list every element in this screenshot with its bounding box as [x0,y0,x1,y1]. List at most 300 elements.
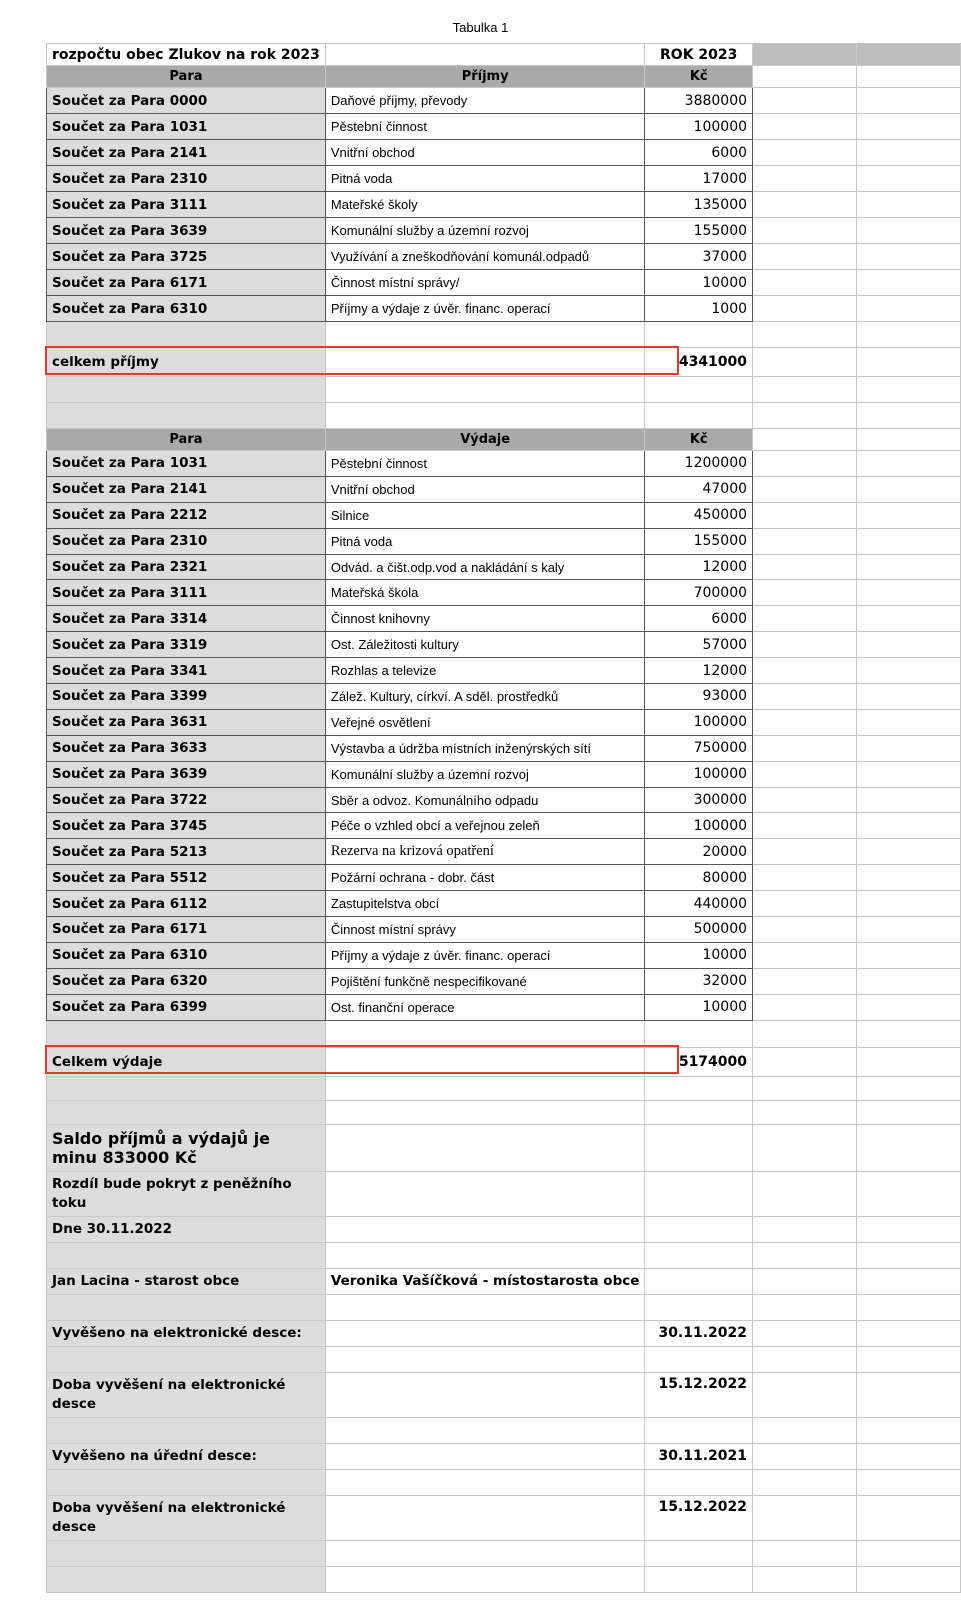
blank-cell[interactable] [753,839,857,865]
blank-cell[interactable] [645,1124,753,1171]
blank-cell[interactable] [645,403,753,429]
blank-cell[interactable] [857,917,961,943]
blank-cell[interactable] [857,1216,961,1242]
blank-cell[interactable] [753,813,857,839]
item-name[interactable]: Daňové příjmy, převody [325,88,645,114]
blank-cell[interactable] [325,322,645,348]
blank-cell[interactable] [753,735,857,761]
blank-cell[interactable] [47,322,326,348]
para-label[interactable]: Součet za Para 6399 [47,994,326,1020]
blank-cell[interactable] [325,1100,645,1124]
amount-value[interactable]: 500000 [645,917,753,943]
para-label[interactable]: Součet za Para 6310 [47,296,326,322]
blank-cell[interactable] [753,658,857,684]
para-label[interactable]: Součet za Para 2321 [47,554,326,580]
blank-cell[interactable] [325,1372,645,1417]
blank-cell[interactable] [857,787,961,813]
item-name[interactable]: Pěstební činnost [325,114,645,140]
item-name[interactable]: Péče o vzhled obcí a veřejnou zeleň [325,813,645,839]
item-name[interactable]: Činnost knihovny [325,606,645,632]
blank-cell[interactable] [753,192,857,218]
item-name[interactable]: Zastupitelstva obcí [325,891,645,917]
blank-cell[interactable] [857,66,961,88]
blank-cell[interactable] [753,1076,857,1100]
deputy-name[interactable]: Veronika Vašíčková - místostarosta obce [325,1268,645,1294]
para-label[interactable]: Součet za Para 2212 [47,502,326,528]
income-total-label[interactable]: celkem příjmy [47,348,326,377]
item-name[interactable]: Příjmy a výdaje z úvěr. financ. operací [325,942,645,968]
blank-cell[interactable] [753,1346,857,1372]
blank-cell[interactable] [47,1469,326,1495]
blank-cell[interactable] [753,580,857,606]
amount-value[interactable]: 10000 [645,942,753,968]
table-row [47,140,961,166]
blank-cell[interactable] [753,942,857,968]
blank-cell[interactable] [753,632,857,658]
blank-cell[interactable] [753,917,857,943]
blank-cell[interactable] [753,1216,857,1242]
amount-value[interactable]: 32000 [645,968,753,994]
blank-cell[interactable] [857,244,961,270]
amount-value[interactable]: 10000 [645,270,753,296]
table-row [47,865,961,891]
para-label[interactable]: Součet za Para 3639 [47,218,326,244]
blank-cell[interactable] [857,891,961,917]
blank-cell[interactable] [753,502,857,528]
col-header-expenses[interactable]: Výdaje [325,429,645,451]
blank-cell[interactable] [753,166,857,192]
posted-office-date[interactable]: 30.11.2021 [645,1443,753,1469]
blank-cell[interactable] [857,114,961,140]
blank-cell[interactable] [857,476,961,502]
para-label[interactable]: Součet za Para 3111 [47,192,326,218]
item-name[interactable]: Vnitřní obchod [325,476,645,502]
para-label[interactable]: Součet za Para 3631 [47,709,326,735]
blank-cell[interactable] [753,1124,857,1171]
blank-cell[interactable] [753,451,857,477]
item-name[interactable]: Výstavba a údržba místních inženýrských sítí [325,735,645,761]
blank-cell[interactable] [325,1417,645,1443]
blank-cell[interactable] [753,66,857,88]
blank-cell[interactable] [857,606,961,632]
blank-cell[interactable] [857,761,961,787]
blank-cell[interactable] [645,1469,753,1495]
amount-value[interactable]: 57000 [645,632,753,658]
blank-cell[interactable] [857,554,961,580]
posted-e-label[interactable]: Vyvěšeno na elektronické desce: [47,1320,326,1346]
amount-value[interactable]: 100000 [645,709,753,735]
blank-cell[interactable] [47,1100,326,1124]
blank-cell[interactable] [857,140,961,166]
blank-cell[interactable] [753,114,857,140]
blank-cell[interactable] [857,1495,961,1540]
amount-value[interactable]: 37000 [645,244,753,270]
blank-cell[interactable] [857,839,961,865]
blank-cell[interactable] [47,1020,326,1047]
blank-cell[interactable] [857,1417,961,1443]
item-name[interactable]: Vnitřní obchod [325,140,645,166]
blank-cell[interactable] [753,554,857,580]
para-label[interactable]: Součet za Para 3745 [47,813,326,839]
col-header-income[interactable]: Příjmy [325,66,645,88]
para-label[interactable]: Součet za Para 3639 [47,761,326,787]
blank-cell[interactable] [857,709,961,735]
blank-cell[interactable] [645,1294,753,1320]
blank-cell[interactable] [645,1076,753,1100]
blank-cell[interactable] [753,994,857,1020]
blank-cell[interactable] [857,1469,961,1495]
blank-cell[interactable] [753,528,857,554]
col-header-para[interactable]: Para [47,429,326,451]
blank-cell[interactable] [753,1495,857,1540]
item-name[interactable]: Silnice [325,502,645,528]
item-name[interactable]: Rezerva na krizová opatření [325,839,645,865]
duration-e2-label[interactable]: Doba vyvěšení na elektronické desce [47,1495,326,1540]
amount-value[interactable]: 6000 [645,606,753,632]
para-label[interactable]: Součet za Para 3314 [47,606,326,632]
blank-cell[interactable] [857,1047,961,1076]
blank-cell[interactable] [645,1268,753,1294]
col-header-amount[interactable]: Kč [645,66,753,88]
blank-cell[interactable] [645,322,753,348]
blank-cell[interactable] [857,658,961,684]
blank-cell[interactable] [753,44,857,66]
blank-cell[interactable] [325,1047,645,1076]
blank-cell[interactable] [645,1171,753,1216]
blank-cell[interactable] [645,1216,753,1242]
amount-value[interactable]: 12000 [645,658,753,684]
amount-value[interactable]: 10000 [645,994,753,1020]
expenses-total-amount[interactable]: 5174000 [645,1047,753,1076]
para-label[interactable]: Součet za Para 2141 [47,140,326,166]
blank-cell[interactable] [325,1242,645,1268]
blank-cell[interactable] [645,1540,753,1566]
item-name[interactable]: Využívání a zneškodňování komunál.odpadů [325,244,645,270]
blank-cell[interactable] [325,1020,645,1047]
income-total-amount[interactable]: 4341000 [645,348,753,377]
blank-cell[interactable] [753,296,857,322]
amount-value[interactable]: 440000 [645,891,753,917]
blank-cell[interactable] [47,1294,326,1320]
item-name[interactable]: Požární ochrana - dobr. část [325,865,645,891]
para-label[interactable]: Součet za Para 5512 [47,865,326,891]
blank-cell[interactable] [645,1346,753,1372]
item-name[interactable]: Veřejné osvětlení [325,709,645,735]
empty-row [47,377,961,403]
amount-value[interactable]: 17000 [645,166,753,192]
blank-cell[interactable] [857,1443,961,1469]
year-label[interactable]: ROK 2023 [645,44,753,66]
blank-cell[interactable] [753,1171,857,1216]
para-label[interactable]: Součet za Para 6320 [47,968,326,994]
blank-cell[interactable] [857,1268,961,1294]
table-row [47,761,961,787]
blank-cell[interactable] [753,968,857,994]
blank-cell[interactable] [325,44,645,66]
blank-cell[interactable] [753,1047,857,1076]
blank-cell[interactable] [753,1294,857,1320]
blank-cell[interactable] [325,1320,645,1346]
blank-cell[interactable] [645,377,753,403]
blank-cell[interactable] [857,528,961,554]
blank-cell[interactable] [857,1242,961,1268]
col-header-para[interactable]: Para [47,66,326,88]
coverage-text[interactable]: Rozdíl bude pokryt z peněžního toku [47,1171,326,1216]
para-label[interactable]: Součet za Para 1031 [47,114,326,140]
para-label[interactable]: Součet za Para 5213 [47,839,326,865]
blank-cell[interactable] [753,322,857,348]
empty-row [47,322,961,348]
blank-cell[interactable] [857,44,961,66]
amount-value[interactable]: 6000 [645,140,753,166]
blank-cell[interactable] [325,377,645,403]
blank-cell[interactable] [325,1346,645,1372]
blank-cell[interactable] [857,942,961,968]
amount-value[interactable]: 20000 [645,839,753,865]
para-label[interactable]: Součet za Para 3399 [47,684,326,710]
blank-cell[interactable] [857,735,961,761]
blank-cell[interactable] [645,1020,753,1047]
blank-cell[interactable] [857,348,961,377]
item-name[interactable]: Mateřská škola [325,580,645,606]
para-label[interactable]: Součet za Para 3319 [47,632,326,658]
blank-cell[interactable] [753,476,857,502]
blank-cell[interactable] [325,1566,645,1592]
blank-cell[interactable] [753,1020,857,1047]
blank-cell[interactable] [645,1100,753,1124]
item-name[interactable]: Činnost místní správy [325,917,645,943]
blank-cell[interactable] [857,684,961,710]
amount-value[interactable]: 450000 [645,502,753,528]
saldo-text[interactable]: Saldo příjmů a výdajů je minu 833000 Kč [47,1124,326,1171]
para-label[interactable]: Součet za Para 6171 [47,270,326,296]
blank-cell[interactable] [325,1216,645,1242]
item-name[interactable]: Příjmy a výdaje z úvěr. financ. operací [325,296,645,322]
blank-cell[interactable] [47,1566,326,1592]
amount-value[interactable]: 47000 [645,476,753,502]
amount-value[interactable]: 100000 [645,813,753,839]
amount-value[interactable]: 135000 [645,192,753,218]
para-label[interactable]: Součet za Para 2310 [47,166,326,192]
item-name[interactable]: Pojištění funkčně nespecifikované [325,968,645,994]
blank-cell[interactable] [753,1540,857,1566]
item-name[interactable]: Mateřské školy [325,192,645,218]
table-row [47,994,961,1020]
para-label[interactable]: Součet za Para 2310 [47,528,326,554]
blank-cell[interactable] [753,1566,857,1592]
item-name[interactable]: Komunální služby a územní rozvoj [325,761,645,787]
table-row [47,166,961,192]
blank-cell[interactable] [753,1320,857,1346]
para-label[interactable]: Součet za Para 6112 [47,891,326,917]
blank-cell[interactable] [857,218,961,244]
blank-cell[interactable] [753,270,857,296]
blank-cell[interactable] [753,1372,857,1417]
item-name[interactable]: Pitná voda [325,166,645,192]
blank-cell[interactable] [857,1171,961,1216]
blank-cell[interactable] [857,1294,961,1320]
empty-row [47,1242,961,1268]
blank-cell[interactable] [857,502,961,528]
blank-cell[interactable] [645,1242,753,1268]
blank-cell[interactable] [857,1540,961,1566]
blank-cell[interactable] [857,1100,961,1124]
budget-title[interactable]: rozpočtu obec Zlukov na rok 2023 [47,44,326,66]
item-name[interactable]: Zálež. Kultury, církví. A sděl. prostředků [325,684,645,710]
item-name[interactable]: Činnost místní správy/ [325,270,645,296]
amount-value[interactable]: 300000 [645,787,753,813]
blank-cell[interactable] [857,451,961,477]
blank-cell[interactable] [857,813,961,839]
blank-cell[interactable] [325,1443,645,1469]
blank-cell[interactable] [753,684,857,710]
posted-e-date[interactable]: 30.11.2022 [645,1320,753,1346]
amount-value[interactable]: 1200000 [645,451,753,477]
expenses-total-label[interactable]: Celkem výdaje [47,1047,326,1076]
blank-cell[interactable] [753,88,857,114]
table-row [47,632,961,658]
mayor-name[interactable]: Jan Lacina - starost obce [47,1268,326,1294]
item-name[interactable]: Odvád. a čišt.odp.vod a nakládání s kaly [325,554,645,580]
amount-value[interactable]: 80000 [645,865,753,891]
para-label[interactable]: Součet za Para 3633 [47,735,326,761]
blank-cell[interactable] [753,865,857,891]
blank-cell[interactable] [857,1320,961,1346]
blank-cell[interactable] [47,377,326,403]
blank-cell[interactable] [857,166,961,192]
saldo-row [47,1124,961,1171]
blank-cell[interactable] [857,1372,961,1417]
duration-e2-date[interactable]: 15.12.2022 [645,1495,753,1540]
amount-value[interactable]: 750000 [645,735,753,761]
blank-cell[interactable] [857,1020,961,1047]
empty-row [47,1020,961,1047]
item-name[interactable]: Ost. finanční operace [325,994,645,1020]
blank-cell[interactable] [325,1294,645,1320]
blank-cell[interactable] [325,1469,645,1495]
amount-value[interactable]: 155000 [645,528,753,554]
blank-cell[interactable] [857,377,961,403]
blank-cell[interactable] [857,1566,961,1592]
blank-cell[interactable] [753,1100,857,1124]
blank-cell[interactable] [753,1242,857,1268]
blank-cell[interactable] [47,1076,326,1100]
amount-value[interactable]: 93000 [645,684,753,710]
duration-e-date[interactable]: 15.12.2022 [645,1372,753,1417]
blank-cell[interactable] [47,1540,326,1566]
blank-cell[interactable] [857,994,961,1020]
blank-cell[interactable] [753,787,857,813]
blank-cell[interactable] [857,192,961,218]
table-row [47,968,961,994]
empty-row [47,1566,961,1592]
para-label[interactable]: Součet za Para 3111 [47,580,326,606]
item-name[interactable]: Sběr a odvoz. Komunálního odpadu [325,787,645,813]
para-label[interactable]: Součet za Para 1031 [47,451,326,477]
blank-cell[interactable] [325,1076,645,1100]
amount-value[interactable]: 100000 [645,761,753,787]
blank-cell[interactable] [753,244,857,270]
date-text[interactable]: Dne 30.11.2022 [47,1216,326,1242]
blank-cell[interactable] [857,1124,961,1171]
amount-value[interactable]: 12000 [645,554,753,580]
blank-cell[interactable] [645,1417,753,1443]
blank-cell[interactable] [857,270,961,296]
amount-value[interactable]: 700000 [645,580,753,606]
para-label[interactable]: Součet za Para 3725 [47,244,326,270]
blank-cell[interactable] [857,865,961,891]
blank-cell[interactable] [857,1346,961,1372]
para-label[interactable]: Součet za Para 0000 [47,88,326,114]
blank-cell[interactable] [325,348,645,377]
para-label[interactable]: Součet za Para 3722 [47,787,326,813]
blank-cell[interactable] [753,1417,857,1443]
blank-cell[interactable] [857,429,961,451]
para-label[interactable]: Součet za Para 3341 [47,658,326,684]
blank-cell[interactable] [857,296,961,322]
blank-cell[interactable] [47,1417,326,1443]
item-name[interactable]: Rozhlas a televize [325,658,645,684]
blank-cell[interactable] [753,348,857,377]
col-header-amount[interactable]: Kč [645,429,753,451]
amount-value[interactable]: 3880000 [645,88,753,114]
item-name[interactable]: Pěstební činnost [325,451,645,477]
duration-e-label[interactable]: Doba vyvěšení na elektronické desce [47,1372,326,1417]
amount-value[interactable]: 100000 [645,114,753,140]
blank-cell[interactable] [857,968,961,994]
blank-cell[interactable] [325,403,645,429]
blank-cell[interactable] [325,1171,645,1216]
item-name[interactable]: Ost. Záležitosti kultury [325,632,645,658]
blank-cell[interactable] [753,1469,857,1495]
posted-office-label[interactable]: Vyvěšeno na úřední desce: [47,1443,326,1469]
blank-cell[interactable] [857,632,961,658]
para-label[interactable]: Součet za Para 6310 [47,942,326,968]
blank-cell[interactable] [47,403,326,429]
blank-cell[interactable] [753,429,857,451]
amount-value[interactable]: 1000 [645,296,753,322]
item-name[interactable]: Komunální služby a územní rozvoj [325,218,645,244]
blank-cell[interactable] [857,88,961,114]
blank-cell[interactable] [753,403,857,429]
blank-cell[interactable] [753,891,857,917]
blank-cell[interactable] [753,761,857,787]
blank-cell[interactable] [753,1268,857,1294]
blank-cell[interactable] [753,218,857,244]
blank-cell[interactable] [325,1540,645,1566]
blank-cell[interactable] [857,403,961,429]
blank-cell[interactable] [753,709,857,735]
blank-cell[interactable] [857,322,961,348]
item-name[interactable]: Pitná voda [325,528,645,554]
table-row [47,451,961,477]
empty-row [47,403,961,429]
blank-cell[interactable] [753,377,857,403]
blank-cell[interactable] [325,1124,645,1171]
amount-value[interactable]: 155000 [645,218,753,244]
blank-cell[interactable] [753,606,857,632]
blank-cell[interactable] [645,1566,753,1592]
blank-cell[interactable] [47,1242,326,1268]
blank-cell[interactable] [857,1076,961,1100]
para-label[interactable]: Součet za Para 2141 [47,476,326,502]
blank-cell[interactable] [753,1443,857,1469]
para-label[interactable]: Součet za Para 6171 [47,917,326,943]
blank-cell[interactable] [753,140,857,166]
blank-cell[interactable] [325,1495,645,1540]
blank-cell[interactable] [857,580,961,606]
blank-cell[interactable] [47,1346,326,1372]
